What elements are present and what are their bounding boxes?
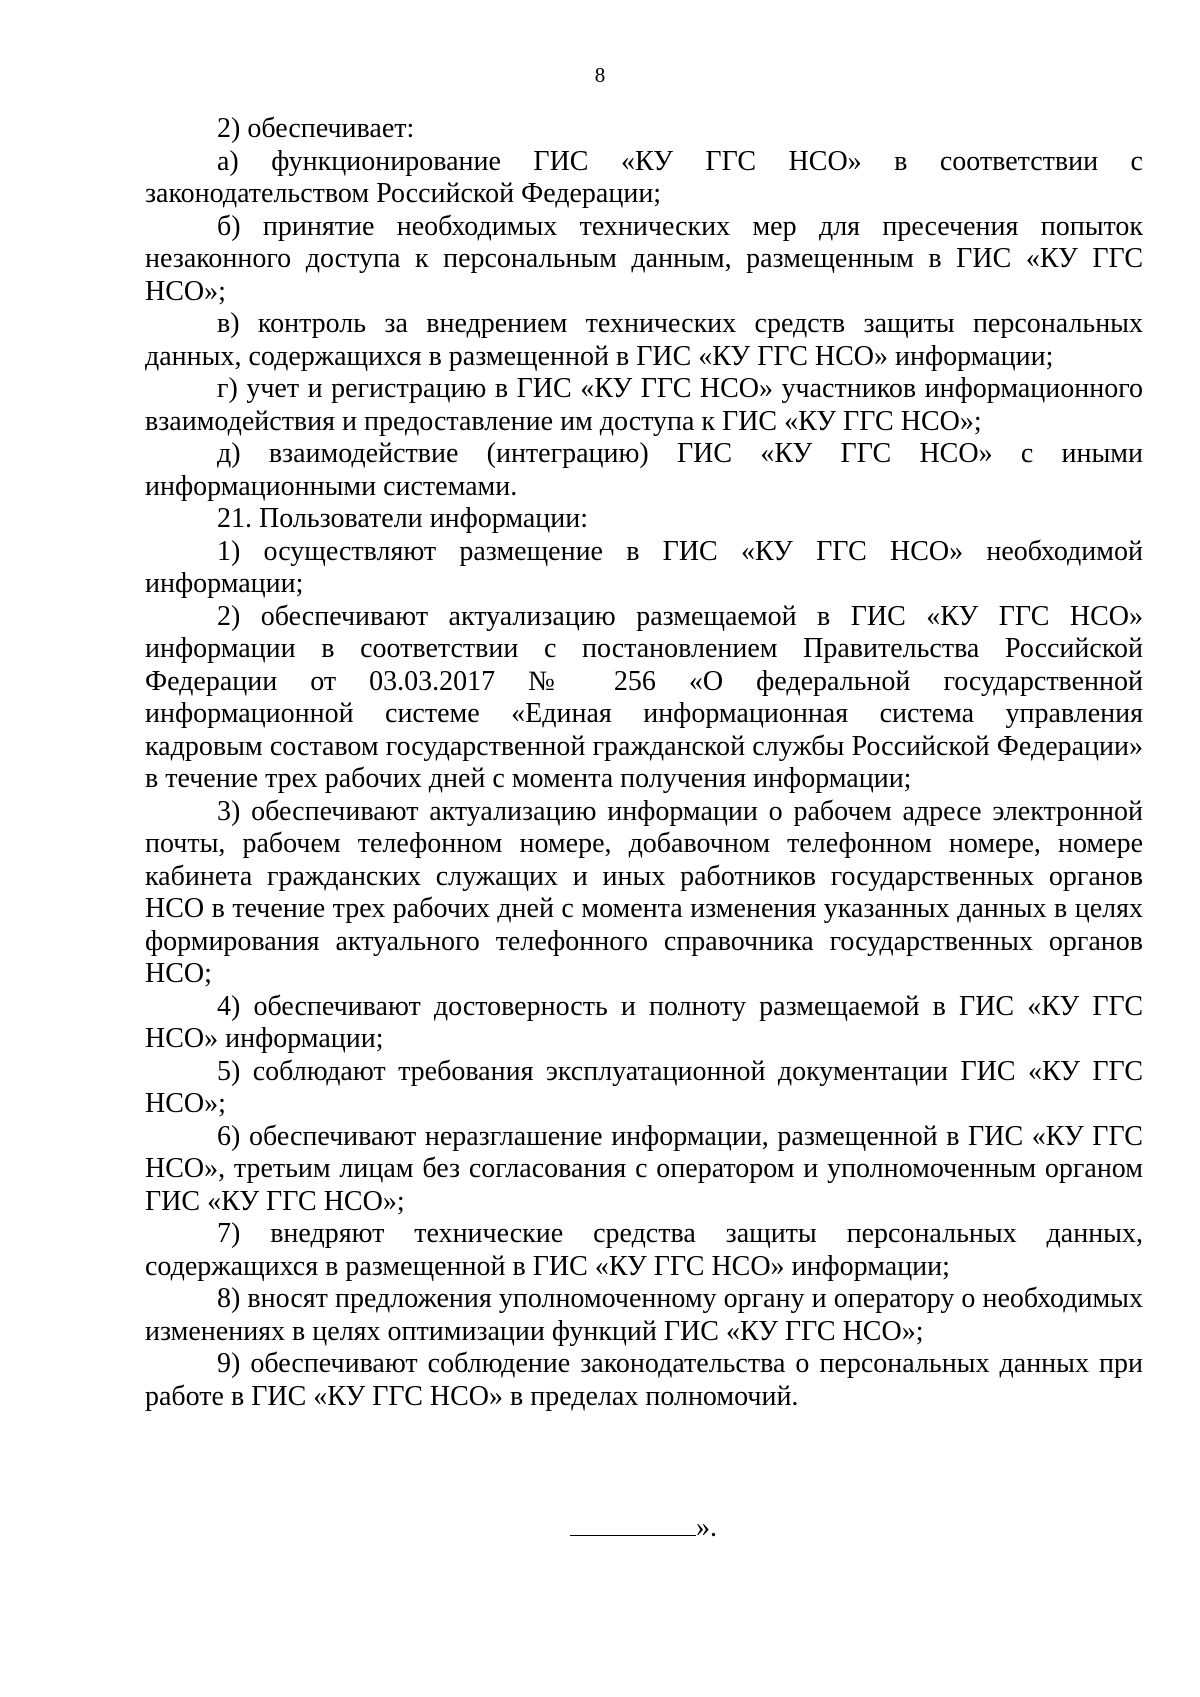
paragraph: б) принятие необходимых технических мер для пресечения попыток незаконного доступа к персональным данным, размещенным в ГИС «КУ ГГС НСО»; (145, 210, 1143, 307)
paragraph: 4) обеспечивают достоверность и полноту размещаемой в ГИС «КУ ГГС НСО» информации; (145, 990, 1143, 1054)
paragraph: 2) обеспечивают актуализацию размещаемой в ГИС «КУ ГГС НСО» информации в соответствии с постановлением Правительства Российской Федерации от 03.03.2017 № 256 «О федеральной государственной информационной системе «Единая информационная система управления кадровым составом государственной гражданской службы Российской Федерации» в течение трех рабочих дней с момента получения информации; (145, 600, 1143, 794)
paragraph: 1) осуществляют размещение в ГИС «КУ ГГС НСО» необходимой информации; (145, 535, 1143, 599)
paragraph: 6) обеспечивают неразглашение информации, размещенной в ГИС «КУ ГГС НСО», третьим лицам без согласования с оператором и уполномоченным органом ГИС «КУ ГГС НСО»; (145, 1120, 1143, 1217)
paragraph: 7) внедряют технические средства защиты персональных данных, содержащихся в размещенной в ГИС «КУ ГГС НСО» информации; (145, 1218, 1143, 1282)
page-number: 8 (594, 63, 606, 87)
paragraph: 5) соблюдают требования эксплуатационной документации ГИС «КУ ГГС НСО»; (145, 1055, 1143, 1119)
paragraph: а) функционирование ГИС «КУ ГГС НСО» в соответствии с законодательством Российской Федерации; (145, 145, 1143, 209)
closing-line (570, 1512, 717, 1544)
paragraph: д) взаимодействие (интеграцию) ГИС «КУ ГГС НСО» с иными информационными системами. (145, 438, 1143, 502)
document-body (145, 113, 1143, 1413)
paragraph: 21. Пользователи информации: (217, 503, 589, 534)
blank-underline (570, 1513, 696, 1536)
paragraph: 3) обеспечивают актуализацию информации о рабочем адресе электронной почты, рабочем телефонном номере, добавочном телефонном номере, номере кабинета гражданских служащих и иных работников государственных органов НСО в течение трех рабочих дней с момента изменения указанных данных в целях формирования актуального телефонного справочника государственных органов НСО; (145, 795, 1143, 989)
closing-mark: ». (696, 1512, 717, 1543)
paragraph: 9) обеспечивают соблюдение законодательства о персональных данных при работе в ГИС «КУ ГГС НСО» в пределах полномочий. (145, 1348, 1143, 1412)
paragraph: в) контроль за внедрением технических средств защиты персональных данных, содержащихся в размещенной в ГИС «КУ ГГС НСО» информации; (145, 308, 1143, 372)
paragraph: г) учет и регистрацию в ГИС «КУ ГГС НСО» участников информационного взаимодействия и предоставление им доступа к ГИС «КУ ГГС НСО»; (145, 373, 1143, 437)
paragraph: 8) вносят предложения уполномоченному органу и оператору о необходимых изменениях в целях оптимизации функций ГИС «КУ ГГС НСО»; (145, 1283, 1143, 1347)
paragraph: 2) обеспечивает: (217, 113, 415, 144)
